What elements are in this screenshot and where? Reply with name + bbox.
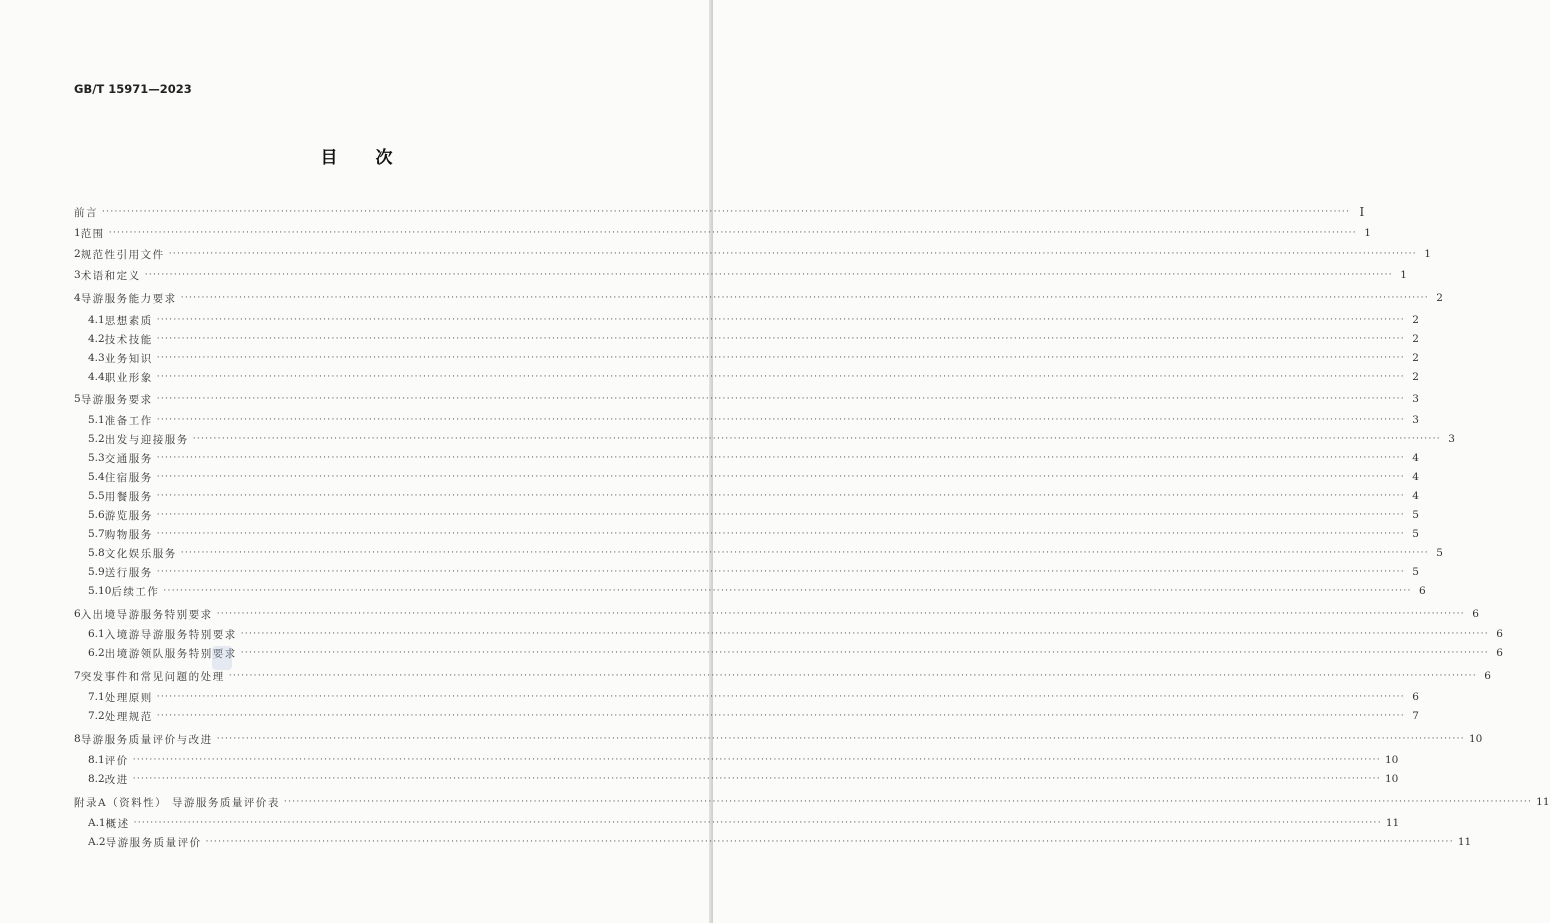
toc-leader-dots: ············································································································································································································································································································ xyxy=(156,529,1405,539)
toc-entry-number: 6 xyxy=(74,608,81,620)
toc-entry-page: 11 xyxy=(1536,796,1550,808)
toc-entry[interactable] xyxy=(88,350,1419,366)
toc-entry-page: 1 xyxy=(1364,227,1371,239)
toc-entry-label: 购物服务 xyxy=(104,528,153,541)
toc-leader-dots: ············································································································································································································································································································ xyxy=(216,609,1465,619)
toc-entry-page: 2 xyxy=(1412,333,1419,345)
toc-leader-dots: ············································································································································································································································································································ xyxy=(216,734,1465,744)
toc-leader-dots: ············································································································································································································································································································ xyxy=(156,567,1405,577)
toc-entry-number: 5.7 xyxy=(88,528,105,540)
toc-leader-dots: ············································································································································································································································································································ xyxy=(156,334,1405,344)
toc-entry-page: 6 xyxy=(1418,585,1426,597)
toc-entry-page: 4 xyxy=(1412,490,1419,502)
toc-entry[interactable] xyxy=(74,606,1479,622)
toc-entry-number: 5 xyxy=(74,393,81,405)
toc-entry-number: 5.1 xyxy=(88,414,105,426)
toc-entry-number: A.1 xyxy=(88,817,106,829)
toc-entry-label: 导游服务能力要求 xyxy=(80,292,177,305)
toc-entry[interactable] xyxy=(88,752,1399,768)
toc-entry-number: 5.10 xyxy=(88,585,112,597)
toc-entry-number: 4.4 xyxy=(88,371,105,383)
toc-leader-dots: ············································································································································································································································································································ xyxy=(108,228,1357,238)
toc-entry-page: 4 xyxy=(1412,471,1419,483)
watermark xyxy=(212,646,232,670)
toc-entry-page: 6 xyxy=(1496,628,1503,640)
toc-entry-label: 用餐服务 xyxy=(104,490,153,503)
toc-entry-label: 处理原则 xyxy=(104,691,153,704)
toc-entry[interactable] xyxy=(88,507,1419,523)
toc-entry-label: 游览服务 xyxy=(104,509,153,522)
toc-entry[interactable] xyxy=(88,488,1419,504)
toc-entry-label: 突发事件和常见问题的处理 xyxy=(80,670,225,683)
toc-entry-page: 11 xyxy=(1385,817,1400,829)
toc-entry-page: 5 xyxy=(1412,509,1419,521)
toc-entry-page: 1 xyxy=(1400,269,1407,281)
toc-entry-number: 5.3 xyxy=(88,452,105,464)
toc-entry[interactable] xyxy=(88,312,1419,328)
toc-entry-number: 8.2 xyxy=(88,773,105,785)
toc-entry-number: 4.2 xyxy=(88,333,105,345)
toc-entry[interactable] xyxy=(88,583,1426,599)
toc-entry-label: 处理规范 xyxy=(104,710,153,723)
toc-entry-page: 2 xyxy=(1412,371,1419,383)
toc-entry[interactable] xyxy=(74,204,1365,220)
toc-entry-label: 思想素质 xyxy=(104,314,153,327)
toc-entry-page: 2 xyxy=(1436,292,1443,304)
toc-entry-label: 业务知识 xyxy=(104,352,153,365)
toc-entry-page: 10 xyxy=(1384,754,1399,766)
toc-entry-page: Ⅰ xyxy=(1359,205,1365,219)
toc-entry-page: 2 xyxy=(1412,352,1419,364)
toc-leader-dots: ············································································································································································································································································································ xyxy=(156,711,1405,721)
toc-entry[interactable] xyxy=(74,246,1431,262)
toc-leader-dots: ············································································································································································································································································································ xyxy=(156,394,1405,404)
toc-entry-label: 交通服务 xyxy=(104,452,153,465)
toc-entry-label: 出发与迎接服务 xyxy=(104,433,189,446)
toc-entry-number: 5.5 xyxy=(88,490,105,502)
toc-entry-label: 导游服务要求 xyxy=(80,393,153,406)
toc-entry-number: 2 xyxy=(74,248,81,260)
toc-entry-label: 术语和定义 xyxy=(80,269,141,282)
toc-leader-dots: ············································································································································································································································································································ xyxy=(133,818,1382,828)
toc-entry[interactable] xyxy=(88,331,1419,347)
toc-entry-number: 3 xyxy=(74,269,81,281)
toc-entry-label: 概述 xyxy=(105,817,130,830)
toc-entry-page: 11 xyxy=(1457,836,1472,848)
toc-entry-number: 4.3 xyxy=(88,352,105,364)
toc-entry-label: 改进 xyxy=(104,773,129,786)
toc-leader-dots: ············································································································································································································································································································ xyxy=(102,207,1351,217)
toc-entry-number: 8.1 xyxy=(88,754,105,766)
toc-entry-page: 6 xyxy=(1496,647,1503,659)
toc-entry[interactable] xyxy=(88,369,1419,385)
toc-entry-label: 职业形象 xyxy=(104,371,153,384)
toc-entry-page: 7 xyxy=(1412,710,1419,722)
toc-entry-page: 3 xyxy=(1448,433,1455,445)
page-title: 目次 xyxy=(320,148,431,168)
toc-entry-label: 附录A（资料性） 导游服务质量评价表 xyxy=(74,796,280,809)
toc-entry-label: 评价 xyxy=(104,754,129,767)
toc-entry-page: 5 xyxy=(1412,528,1419,540)
toc-leader-dots: ············································································································································································································································································································ xyxy=(156,491,1405,501)
toc-entry-page: 2 xyxy=(1412,314,1419,326)
toc-entry-page: 4 xyxy=(1412,452,1419,464)
toc-entry[interactable] xyxy=(88,645,1503,661)
toc-entry-page: 6 xyxy=(1472,608,1479,620)
toc-entry[interactable] xyxy=(88,834,1472,850)
toc-entry-number: 7 xyxy=(74,670,81,682)
toc-entry-number: 5.8 xyxy=(88,547,105,559)
toc-entry-label: 范围 xyxy=(80,227,105,240)
toc-leader-dots: ············································································································································································································································································································ xyxy=(156,453,1405,463)
toc-entry[interactable] xyxy=(74,267,1407,283)
toc-entry[interactable] xyxy=(88,626,1503,642)
toc-entry[interactable] xyxy=(74,391,1419,407)
toc-leader-dots: ············································································································································································································································································································ xyxy=(192,434,1441,444)
toc-leader-dots: ············································································································································································································································································································ xyxy=(228,671,1477,681)
toc-leader-dots: ············································································································································································································································································································ xyxy=(240,629,1489,639)
toc-entry-label: 技术技能 xyxy=(104,333,153,346)
toc-entry[interactable] xyxy=(88,545,1443,561)
toc-entry-number: 6.2 xyxy=(88,647,105,659)
toc-entry-page: 6 xyxy=(1484,670,1491,682)
toc-entry-label: 导游服务质量评价与改进 xyxy=(80,733,213,746)
toc-entry-page: 5 xyxy=(1412,566,1419,578)
toc-entry-number: 5.2 xyxy=(88,433,105,445)
toc-entry-number: 1 xyxy=(74,227,81,239)
toc-entry-number: 6.1 xyxy=(88,628,105,640)
toc-leader-dots: ············································································································································································································································································································ xyxy=(156,315,1405,325)
toc-entry-page: 3 xyxy=(1412,393,1419,405)
toc-entry-label: 送行服务 xyxy=(104,566,153,579)
standard-code: GB/T 15971—2023 xyxy=(74,82,192,96)
toc-leader-dots: ············································································································································································································································································································ xyxy=(205,837,1454,847)
toc-entry-number: 7.1 xyxy=(88,691,105,703)
toc-entry-number: 5.4 xyxy=(88,471,105,483)
toc-entry-number: 8 xyxy=(74,733,81,745)
toc-entry[interactable] xyxy=(88,450,1419,466)
toc-leader-dots: ············································································································································································································································································································ xyxy=(156,510,1405,520)
toc-leader-dots: ············································································································································································································································································································ xyxy=(156,372,1405,382)
toc-entry[interactable] xyxy=(74,225,1371,241)
toc-entry-label: 导游服务质量评价 xyxy=(105,836,202,849)
toc-entry-label: 后续工作 xyxy=(111,585,160,598)
toc-entry-label: 入境游导游服务特别要求 xyxy=(104,628,237,641)
toc-entry[interactable] xyxy=(74,668,1491,684)
toc-entry-number: 5.9 xyxy=(88,566,105,578)
toc-entry-label: 规范性引用文件 xyxy=(80,248,165,261)
toc-leader-dots: ············································································································································································································································································································ xyxy=(163,586,1412,596)
toc-leader-dots: ············································································································································································································································································································ xyxy=(144,270,1393,280)
toc-entry[interactable] xyxy=(88,469,1419,485)
toc-entry-number: 4 xyxy=(74,292,81,304)
toc-entry[interactable] xyxy=(74,290,1443,306)
toc-entry-page: 10 xyxy=(1384,773,1399,785)
toc-entry[interactable] xyxy=(88,815,1400,831)
toc-leader-dots: ············································································································································································································································································································ xyxy=(156,353,1405,363)
toc-entry-label: 文化娱乐服务 xyxy=(104,547,177,560)
toc-entry-number: A.2 xyxy=(88,836,106,848)
toc-entry[interactable] xyxy=(74,794,1550,810)
toc-entry[interactable] xyxy=(88,412,1419,428)
toc-leader-dots: ············································································································································································································································································································ xyxy=(132,755,1381,765)
toc-entry[interactable] xyxy=(88,431,1455,447)
toc-entry[interactable] xyxy=(88,564,1419,580)
toc-leader-dots: ············································································································································································································································································································ xyxy=(168,249,1417,259)
toc-entry-number: 5.6 xyxy=(88,509,105,521)
toc-entry-page: 5 xyxy=(1436,547,1443,559)
toc-entry-page: 6 xyxy=(1412,691,1419,703)
toc-entry[interactable] xyxy=(88,689,1419,705)
toc-entry-number: 4.1 xyxy=(88,314,105,326)
toc-entry[interactable] xyxy=(88,771,1399,787)
toc-leader-dots: ············································································································································································································································································································ xyxy=(156,692,1405,702)
toc-entry-page: 1 xyxy=(1424,248,1431,260)
toc-leader-dots: ············································································································································································································································································································ xyxy=(132,774,1381,784)
toc-entry-number: 7.2 xyxy=(88,710,105,722)
toc-entry-label: 前言 xyxy=(74,206,98,219)
toc-entry[interactable] xyxy=(74,731,1483,747)
toc-entry-label: 入出境导游服务特别要求 xyxy=(80,608,213,621)
toc-entry-label: 准备工作 xyxy=(104,414,153,427)
toc-entry-page: 3 xyxy=(1412,414,1419,426)
toc-entry-label: 出境游领队服务特别要求 xyxy=(104,647,237,660)
toc-entry[interactable] xyxy=(88,708,1419,724)
toc-leader-dots: ············································································································································································································································································································ xyxy=(156,472,1405,482)
toc-leader-dots: ············································································································································································································································································································ xyxy=(180,548,1429,558)
toc-leader-dots: ············································································································································································································································································································ xyxy=(156,415,1405,425)
toc-leader-dots: ············································································································································································································································································································ xyxy=(180,293,1429,303)
toc-leader-dots: ············································································································································································································································································································ xyxy=(240,648,1489,658)
toc-entry-label: 住宿服务 xyxy=(104,471,153,484)
toc-leader-dots: ············································································································································································································································································································ xyxy=(283,797,1533,807)
toc-entry[interactable] xyxy=(88,526,1419,542)
toc-entry-page: 10 xyxy=(1468,733,1483,745)
